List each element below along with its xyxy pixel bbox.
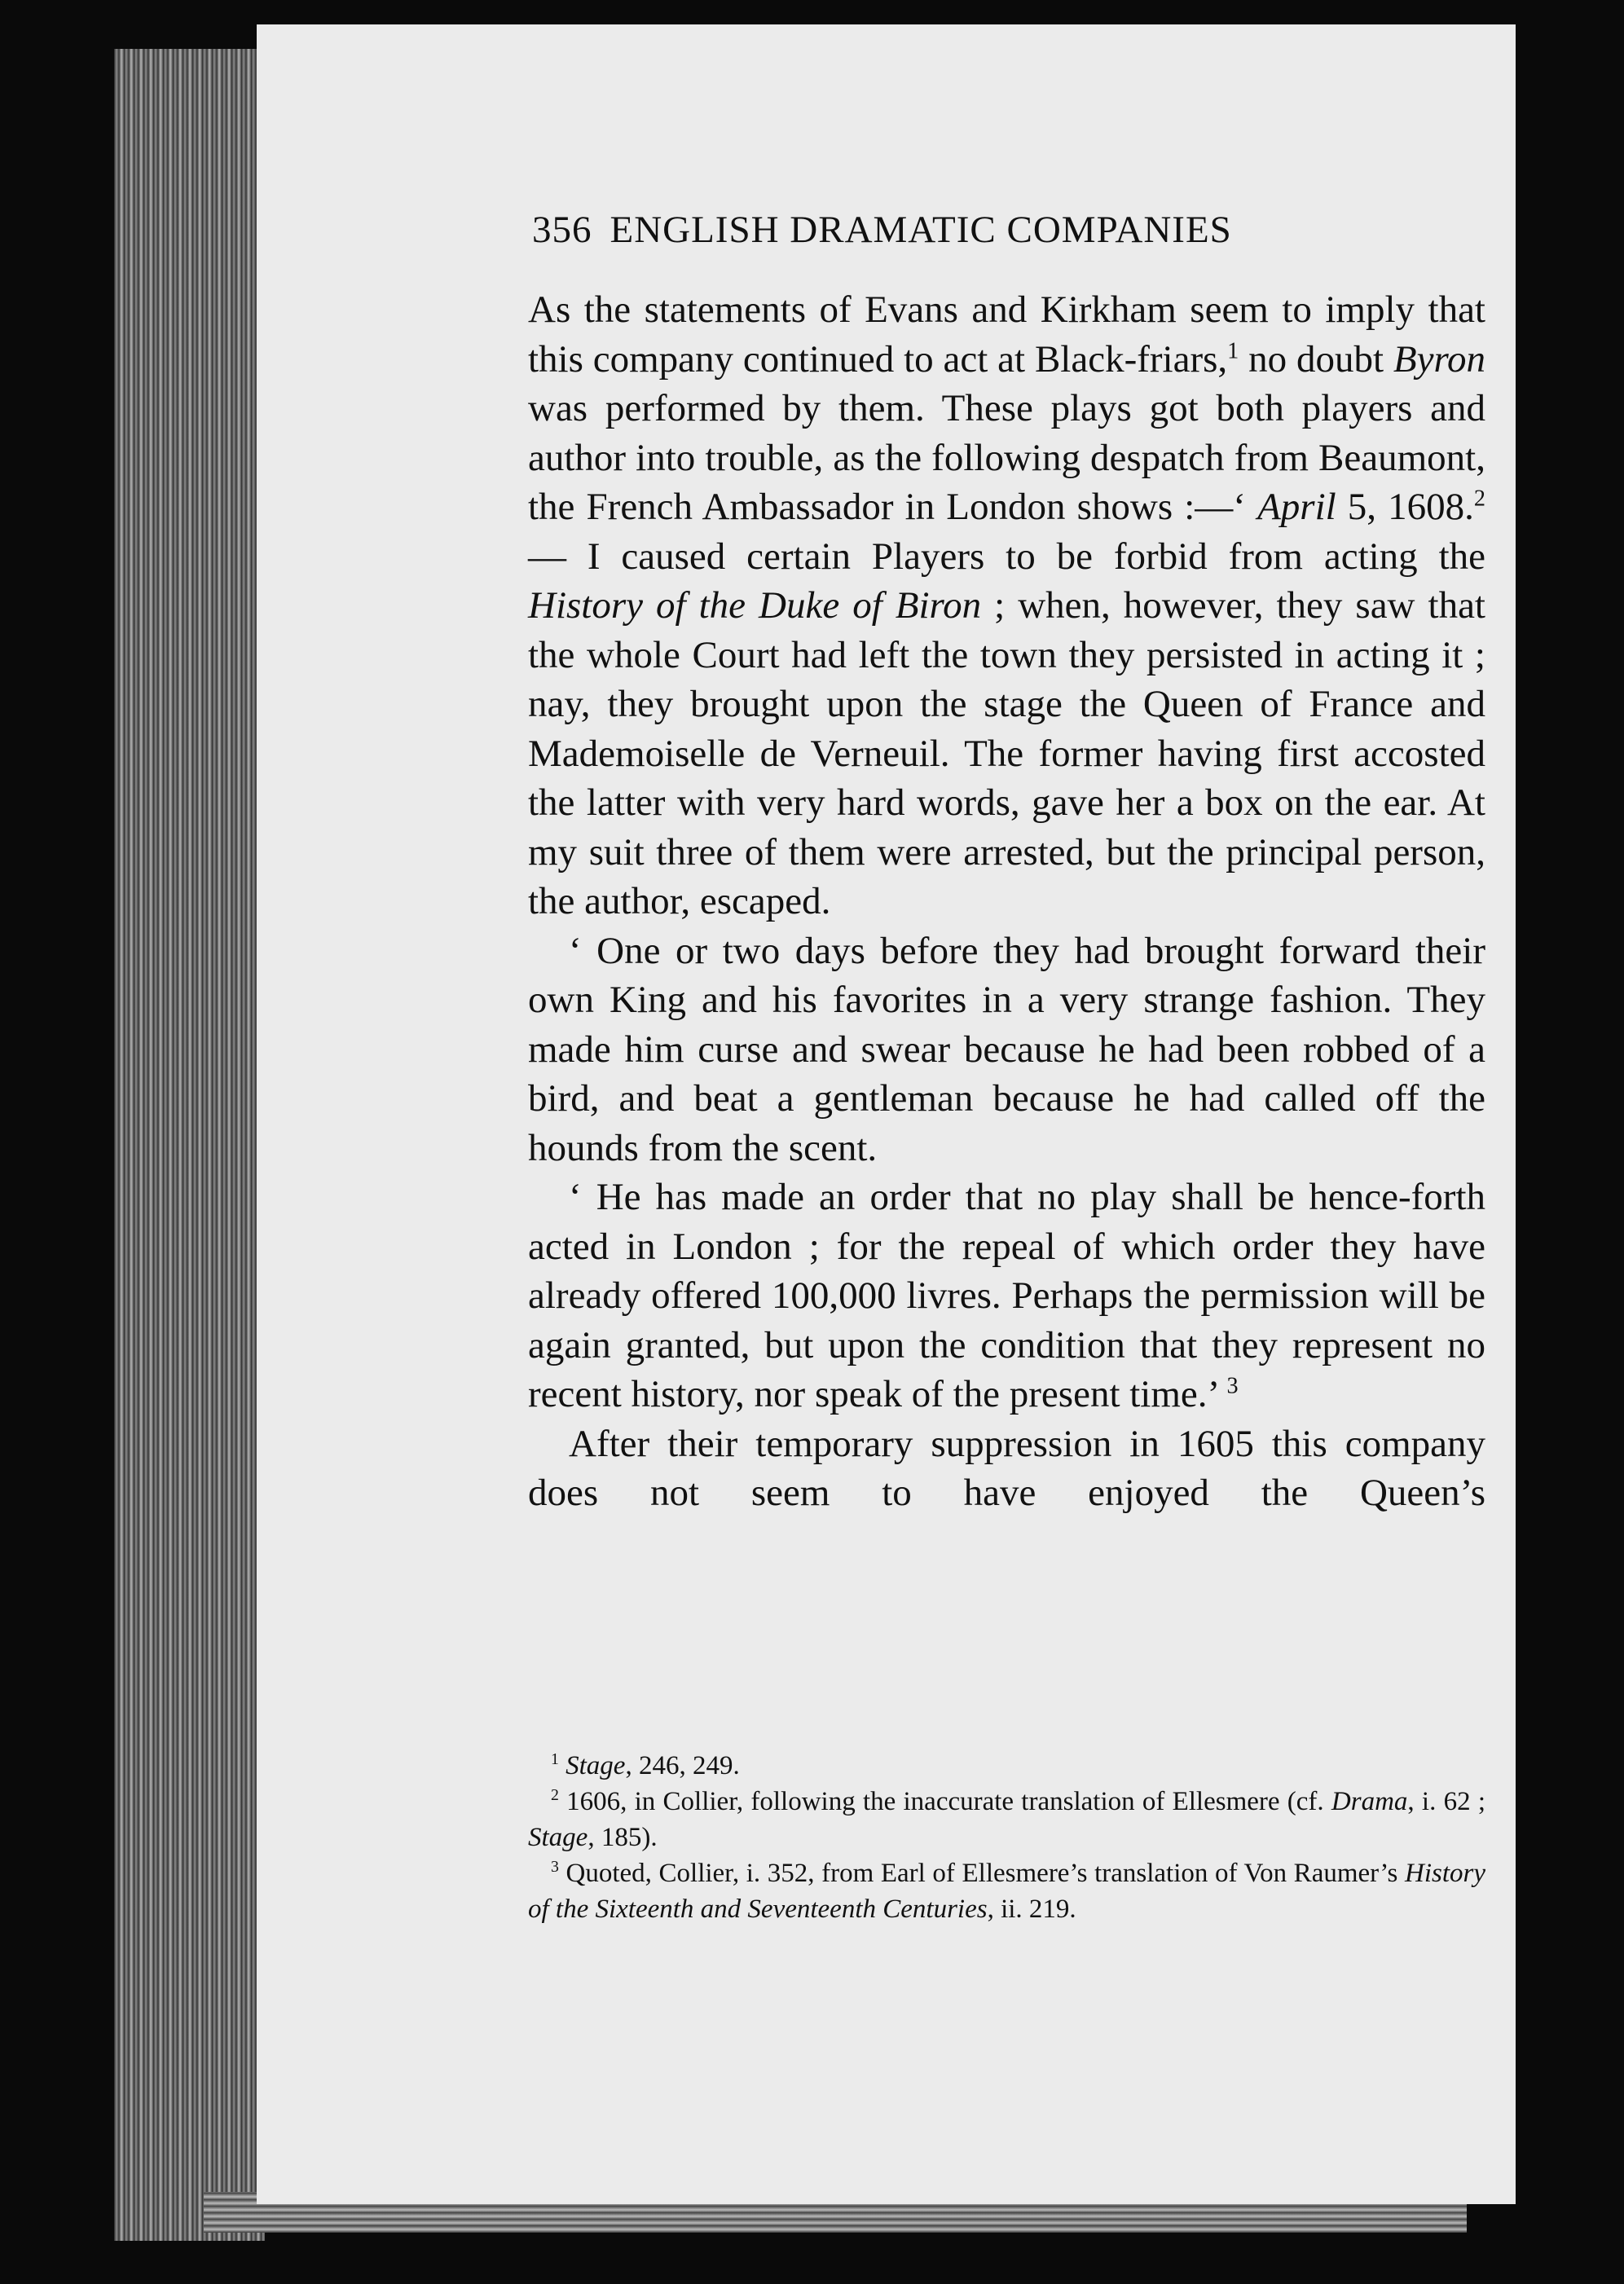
footnote-ref-2: 2 <box>1473 486 1485 512</box>
italic-title-history-biron: History of the Duke of Biron <box>528 584 982 627</box>
text-run: was performed by them. These plays got both players and author into trouble, as the following despatch from Beaumont, the French Ambassador in London shows :—‘ <box>528 387 1485 528</box>
italic-ref: Stage <box>528 1823 588 1852</box>
body-text <box>528 285 1485 1518</box>
footnote-number: 3 <box>551 1858 559 1876</box>
text-run: As the statements of Evans and Kirkham seem to imply that this company continued to act at Black-friars, <box>528 288 1485 381</box>
text-run: , ii. 219. <box>987 1895 1076 1924</box>
text-run: , 246, 249. <box>625 1751 740 1780</box>
text-run: Quoted, Collier, i. 352, from Earl of Ellesmere’s translation of Von Raumer’s <box>558 1859 1405 1888</box>
footnote-ref-3: 3 <box>1226 1373 1239 1399</box>
text-run: ; when, however, they saw that the whole Court had left the town they persisted in acting it ; nay, they brought upon the stage the Queen of France and Mademoiselle de Verneuil. The former having first accosted the latter with very hard words, gave her a box on the ear. At my suit three of them were arrested, but the principal person, the author, escaped. <box>528 584 1485 922</box>
footnote-2 <box>528 1784 1485 1855</box>
italic-ref: History of the Sixteenth and Seventeenth Centuries <box>528 1859 1485 1924</box>
footnote-number: 2 <box>551 1786 559 1804</box>
book-page-edges <box>114 49 265 2241</box>
text-run: , 185). <box>588 1823 658 1852</box>
footnote-1 <box>528 1748 1485 1784</box>
footnote-3 <box>528 1855 1485 1927</box>
italic-ref: Drama <box>1331 1787 1408 1816</box>
italic-date-april: April <box>1257 486 1336 528</box>
book-page <box>257 24 1516 2204</box>
italic-ref: Stage <box>566 1751 626 1780</box>
paragraph-4: After their temporary suppression in 1605 this company does not seem to have enjoyed the Queen’s <box>528 1422 1485 1514</box>
running-header <box>532 208 1232 252</box>
text-run: 1606, in Collier, following the inaccurate translation of Ellesmere (cf. <box>558 1787 1331 1816</box>
running-title: ENGLISH DRAMATIC COMPANIES <box>610 209 1232 251</box>
text-run: no doubt <box>1239 337 1393 381</box>
italic-title-byron: Byron <box>1393 337 1485 381</box>
paragraph-2: ‘ One or two days before they had brought forward their own King and his favorites in a very strange fashion. They made him curse and swear because he had been robbed of a bird, and beat a gentleman because he had called off the hounds from the scent. <box>528 929 1485 1169</box>
text-run: , i. 62 ; <box>1407 1787 1485 1816</box>
text-run: — I caused certain Players to be forbid from acting the <box>528 535 1485 578</box>
page-number: 356 <box>532 209 592 251</box>
paragraph-3 <box>528 1173 1485 1419</box>
text-run: 5, 1608. <box>1336 486 1474 528</box>
paragraph-1 <box>528 285 1485 926</box>
footnotes <box>528 1748 1485 1927</box>
footnote-number: 1 <box>551 1750 559 1768</box>
text-run: ‘ He has made an order that no play shall be hence-forth acted in London ; for the repeal of which order they have already offered 100,000 livres. Perhaps the permission will be again granted, but upon the condition that they represent no recent history, nor speak of the present time.’ <box>528 1176 1485 1415</box>
footnote-ref-1: 1 <box>1227 337 1239 363</box>
